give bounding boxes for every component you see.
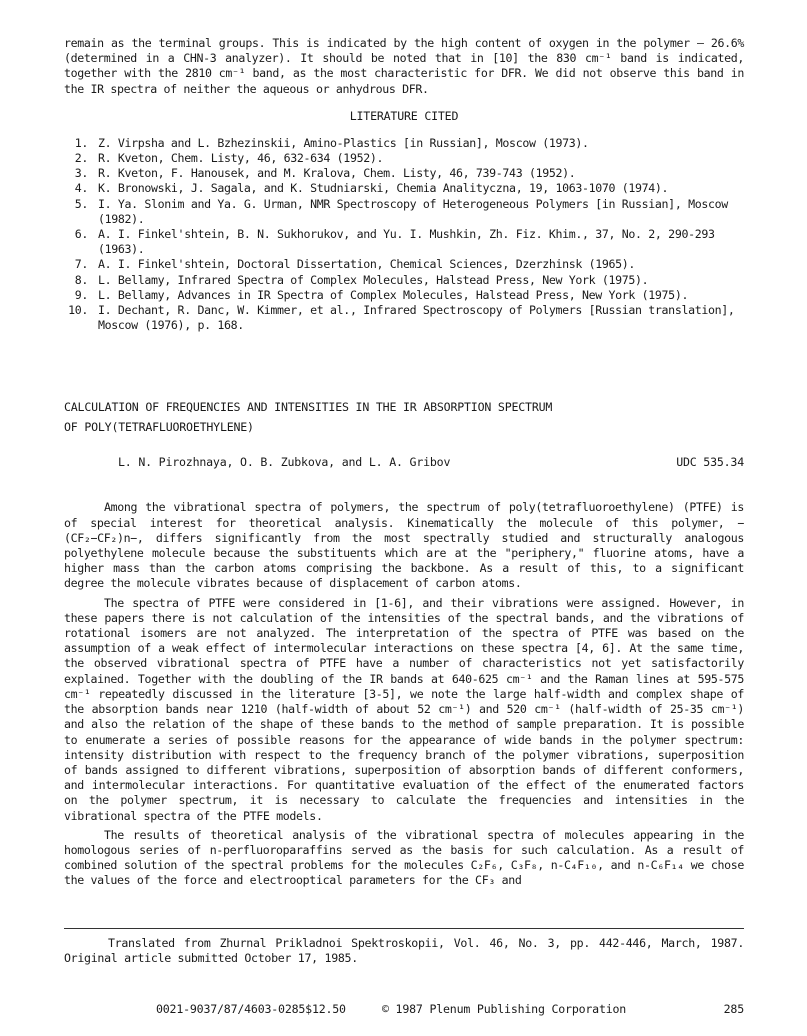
footnote-divider (64, 928, 744, 929)
reference-number: 5. (74, 196, 88, 211)
article-title-line-1: CALCULATION OF FREQUENCIES AND INTENSITIES IN THE IR ABSORPTION SPECTRUM (64, 400, 553, 415)
reference-item (64, 151, 744, 166)
udc-code: UDC 535.34 (676, 455, 744, 470)
reference-number: 10. (68, 303, 88, 318)
footnote (64, 936, 744, 966)
body-paragraph-2: The spectra of PTFE were considered in [1-6], and their vibrations were assigned. However, in these papers there is not calculation of the intensities of the spectral bands, and the vibrations of rotational isomers are not analyzed. The interpretation of the spectra of PTFE was based on the assumption of a weak effect of intermolecular interactions on these spectra [4, 6]. At the same time, the observed vibrational spectra of PTFE have a number of characteristics not yet satisfactorily explained. Together with the doubling of the IR bands at 640-625 cm⁻¹ and the Raman lines at 595-575 cm⁻¹ repeatedly discussed in the literature [3-5], we note the large half-width and complex shape of the absorption bands near 1210 (half-width of about 52 cm⁻¹) and 520 cm⁻¹ (half-width of 25-35 cm⁻¹) and also the relation of the shape of these bands to the method of sample preparation. It is possible to enumerate a series of possible reasons for the appearance of wide bands in the polymer spectrum: intensity distribution with respect to the frequency branch of the polymer vibrations, superposition of bands assigned to different vibrations, superposition of absorption bands of different conformers, and intermolecular interactions. For quantitative evaluation of the effect of the enumerated factors on the polymer spectrum, it is necessary to calculate the frequencies and intensities in the vibrational spectra of the PTFE models. (64, 595, 744, 823)
journal-code: 0021-9037/87/4603-0285$12.50 (156, 1002, 346, 1016)
authors: L. N. Pirozhnaya, O. B. Zubkova, and L. A. Gribov (118, 455, 451, 470)
reference-text: L. Bellamy, Infrared Spectra of Complex Molecules, Halstead Press, New York (1975). (98, 272, 649, 287)
body-paragraph-3: The results of theoretical analysis of the vibrational spectra of molecules appearing in the homologous series of n-perfluoroparaffins served as the basis for such calculation. As a result of combined solution of the spectral problems for the molecules C₂F₆, C₃F₈, n-C₄F₁₀, and n-C₆F₁₄ we chose the values of the force and electrooptical parameters for the CF₃ and (64, 827, 744, 888)
reference-number: 2. (74, 151, 88, 166)
reference-text: I. Ya. Slonim and Ya. G. Urman, NMR Spectroscopy of Heterogeneous Polymers [in Russian], Moscow (1982). (98, 196, 728, 226)
reference-item (64, 303, 744, 333)
reference-item (64, 273, 744, 288)
reference-item (64, 288, 744, 303)
literature-heading: LITERATURE CITED (349, 108, 459, 123)
reference-text: R. Kveton, Chem. Listy, 46, 632-634 (1952). (98, 151, 384, 166)
author-line (64, 455, 744, 470)
reference-number: 6. (74, 227, 88, 242)
reference-text: A. I. Finkel'shtein, Doctoral Dissertation, Chemical Sciences, Dzerzhinsk (1965). (98, 257, 636, 272)
reference-item (64, 197, 744, 227)
reference-item (64, 166, 744, 181)
reference-text: Z. Virpsha and L. Bzhezinskii, Amino-Plastics [in Russian], Moscow (1973). (98, 135, 589, 150)
reference-text: A. I. Finkel'shtein, B. N. Sukhorukov, and Yu. I. Mushkin, Zh. Fiz. Khim., 37, No. 2, 290-293 (1963). (98, 227, 715, 257)
reference-number: 3. (74, 166, 88, 181)
reference-number: 8. (74, 272, 88, 287)
reference-number: 9. (74, 287, 88, 302)
reference-item (64, 181, 744, 196)
reference-number: 7. (74, 257, 88, 272)
reference-item (64, 257, 744, 272)
article-title-line-2: OF POLY(TETRAFLUOROETHYLENE) (64, 420, 254, 435)
page-content (64, 36, 744, 889)
reference-text: R. Kveton, F. Hanousek, and M. Kralova, Chem. Listy, 46, 739-743 (1952). (98, 166, 576, 181)
reference-text: I. Dechant, R. Danc, W. Kimmer, et al., Infrared Spectroscopy of Polymers [Russian translation], Moscow (1976), p. 168. (98, 303, 735, 333)
reference-item (64, 227, 744, 257)
page-number: 285 (723, 1002, 744, 1016)
intro-paragraph: remain as the terminal groups. This is indicated by the high content of oxygen in the polymer — 26.6% (determined in a CHN-3 analyzer). It should be noted that in [10] the 830 cm⁻¹ band is indicated, together with the 2810 cm⁻¹ band, as the most characteristic for DFR. We did not observe this band in the IR spectra of neither the aqueous or anhydrous DFR. (64, 36, 744, 96)
reference-text: L. Bellamy, Advances in IR Spectra of Complex Molecules, Halstead Press, New York (1975). (98, 287, 689, 302)
reference-item (64, 136, 744, 151)
copyright-notice: © 1987 Plenum Publishing Corporation (382, 1002, 627, 1016)
footnote-text: Translated from Zhurnal Prikladnoi Spektroskopii, Vol. 46, No. 3, pp. 442-446, March, 1987. Original article submitted October 17, 1985. (64, 936, 744, 965)
reference-number: 1. (74, 135, 88, 150)
body-paragraph-1: Among the vibrational spectra of polymers, the spectrum of poly(tetrafluoroethylene) (PTFE) is of special interest for theoretical analysis. Kinematically the molecule of this polymer, −(CF₂−CF₂)n−, differs significantly from the most spectrally studied and structurally analogous polyethylene molecule because the substituents which are at the "periphery," fluorine atoms, have a higher mass than the carbon atoms comprising the backbone. As a result of this, to a significant degree the molecule vibrates because of displacement of carbon atoms. (64, 500, 744, 591)
reference-number: 4. (74, 181, 88, 196)
reference-text: K. Bronowski, J. Sagala, and K. Studniarski, Chemia Analityczna, 19, 1063-1070 (1974). (98, 181, 669, 196)
reference-list (64, 136, 744, 334)
